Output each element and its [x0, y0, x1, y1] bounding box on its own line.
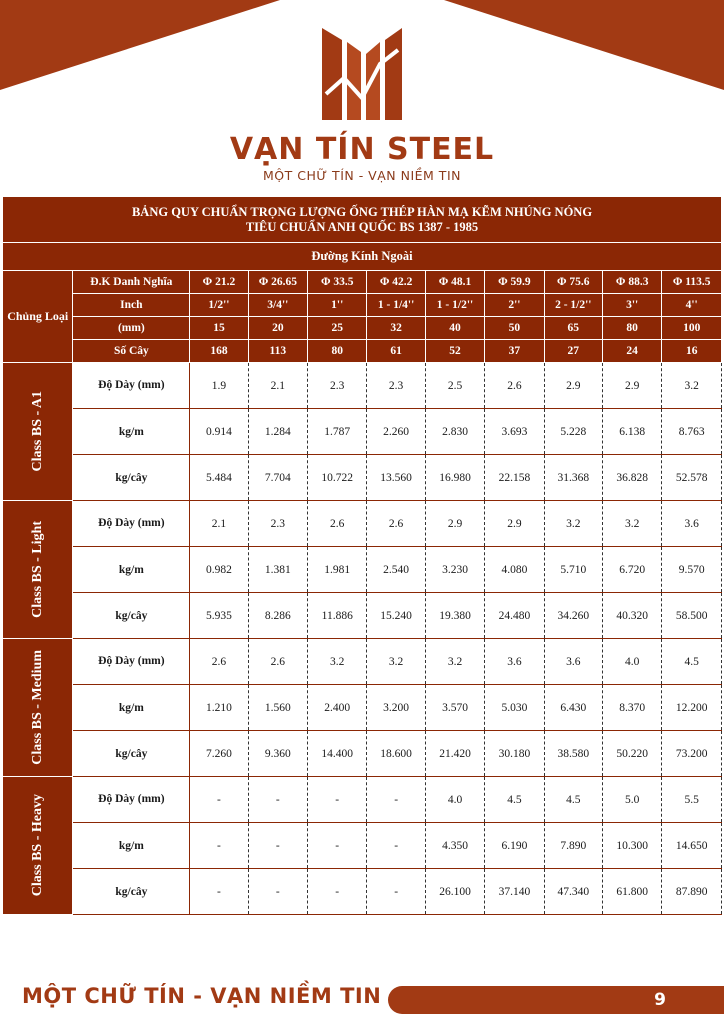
- value-cell: -: [248, 823, 307, 869]
- header-cell: 50: [485, 317, 544, 340]
- value-cell: 50.220: [602, 731, 661, 777]
- value-cell: 4.5: [544, 777, 602, 823]
- value-cell: -: [308, 823, 367, 869]
- value-cell: 8.370: [602, 685, 661, 731]
- header-row: [3, 294, 722, 317]
- row-label: kg/cây: [73, 869, 190, 915]
- header-row: [3, 317, 722, 340]
- value-cell: 3.570: [425, 685, 484, 731]
- table-row: [3, 639, 722, 685]
- value-cell: 2.5: [425, 363, 484, 409]
- table-row: [3, 501, 722, 547]
- value-cell: 3.200: [367, 685, 425, 731]
- header-cell: Φ 48.1: [425, 271, 484, 294]
- header-cell: Φ 59.9: [485, 271, 544, 294]
- value-cell: 1.787: [308, 409, 367, 455]
- header-cell: 4'': [662, 294, 722, 317]
- value-cell: 4.5: [485, 777, 544, 823]
- value-cell: 5.5: [662, 777, 722, 823]
- value-cell: 12.200: [662, 685, 722, 731]
- brand-name: VẠN TÍN STEEL: [229, 132, 495, 167]
- value-cell: 6.720: [602, 547, 661, 593]
- table-row: [3, 685, 722, 731]
- header-row: [3, 340, 722, 363]
- value-cell: 16.980: [425, 455, 484, 501]
- value-cell: 15.240: [367, 593, 425, 639]
- value-cell: 0.982: [190, 547, 248, 593]
- value-cell: 4.080: [485, 547, 544, 593]
- value-cell: 14.650: [662, 823, 722, 869]
- value-cell: 40.320: [602, 593, 661, 639]
- row-label: Độ Dày (mm): [73, 501, 190, 547]
- header-cell: 1 - 1/2'': [425, 294, 484, 317]
- row-label: Độ Dày (mm): [73, 777, 190, 823]
- value-cell: 6.430: [544, 685, 602, 731]
- value-cell: 3.2: [544, 501, 602, 547]
- value-cell: 5.030: [485, 685, 544, 731]
- value-cell: 4.0: [602, 639, 661, 685]
- value-cell: 2.1: [190, 501, 248, 547]
- header-cell: Φ 113.5: [662, 271, 722, 294]
- header-cell: 1/2'': [190, 294, 248, 317]
- table-row: [3, 547, 722, 593]
- header-cell: Φ 33.5: [308, 271, 367, 294]
- value-cell: 26.100: [425, 869, 484, 915]
- value-cell: 3.230: [425, 547, 484, 593]
- value-cell: 13.560: [367, 455, 425, 501]
- value-cell: 3.6: [485, 639, 544, 685]
- value-cell: 87.890: [662, 869, 722, 915]
- value-cell: 6.190: [485, 823, 544, 869]
- weight-standard-table: [2, 196, 722, 920]
- value-cell: 19.380: [425, 593, 484, 639]
- header-cell: 27: [544, 340, 602, 363]
- class-name: Class BS - Heavy: [29, 794, 45, 897]
- value-cell: -: [308, 869, 367, 915]
- value-cell: 1.9: [190, 363, 248, 409]
- value-cell: 4.350: [425, 823, 484, 869]
- header-cell: 25: [308, 317, 367, 340]
- value-cell: 2.1: [248, 363, 307, 409]
- value-cell: 2.9: [485, 501, 544, 547]
- value-cell: 2.6: [248, 639, 307, 685]
- value-cell: 2.3: [308, 363, 367, 409]
- table-row: [3, 777, 722, 823]
- table-row: [3, 731, 722, 777]
- value-cell: 3.2: [308, 639, 367, 685]
- table-title: [3, 197, 722, 243]
- value-cell: 14.400: [308, 731, 367, 777]
- value-cell: 22.158: [485, 455, 544, 501]
- value-cell: 2.6: [367, 501, 425, 547]
- value-cell: 30.180: [485, 731, 544, 777]
- value-cell: 2.260: [367, 409, 425, 455]
- value-cell: 7.260: [190, 731, 248, 777]
- value-cell: 1.210: [190, 685, 248, 731]
- value-cell: 8.763: [662, 409, 722, 455]
- type-label-cell: Chủng Loại: [3, 271, 73, 363]
- header-cell: 32: [367, 317, 425, 340]
- header-cell: 2'': [485, 294, 544, 317]
- value-cell: 2.830: [425, 409, 484, 455]
- value-cell: -: [248, 777, 307, 823]
- header-cell: 80: [308, 340, 367, 363]
- brand-slogan: MỘT CHỮ TÍN - VẠN NIỀM TIN: [263, 168, 461, 183]
- header-row-label: Số Cây: [73, 340, 190, 363]
- header-cell: Φ 26.65: [248, 271, 307, 294]
- header-cell: 3'': [602, 294, 661, 317]
- header-cell: 37: [485, 340, 544, 363]
- header-row: [3, 271, 722, 294]
- value-cell: 21.420: [425, 731, 484, 777]
- row-label: Độ Dày (mm): [73, 639, 190, 685]
- value-cell: -: [190, 777, 248, 823]
- value-cell: 7.704: [248, 455, 307, 501]
- header-cell: 40: [425, 317, 484, 340]
- page-number: 9: [654, 990, 666, 1010]
- value-cell: 6.138: [602, 409, 661, 455]
- value-cell: 2.3: [248, 501, 307, 547]
- value-cell: -: [190, 823, 248, 869]
- row-label: kg/m: [73, 547, 190, 593]
- value-cell: 24.480: [485, 593, 544, 639]
- row-label: kg/cây: [73, 731, 190, 777]
- value-cell: 10.300: [602, 823, 661, 869]
- spec-table: [2, 196, 722, 915]
- value-cell: 5.935: [190, 593, 248, 639]
- value-cell: 1.381: [248, 547, 307, 593]
- value-cell: 5.484: [190, 455, 248, 501]
- value-cell: 9.570: [662, 547, 722, 593]
- value-cell: 4.0: [425, 777, 484, 823]
- header-cell: 113: [248, 340, 307, 363]
- value-cell: 2.9: [425, 501, 484, 547]
- row-label: kg/cây: [73, 455, 190, 501]
- value-cell: 2.9: [602, 363, 661, 409]
- value-cell: 2.6: [485, 363, 544, 409]
- table-row: [3, 455, 722, 501]
- header-cell: 24: [602, 340, 661, 363]
- row-label: kg/m: [73, 823, 190, 869]
- header-cell: 61: [367, 340, 425, 363]
- value-cell: 3.2: [662, 363, 722, 409]
- value-cell: 3.6: [662, 501, 722, 547]
- class-label-cell: [3, 363, 73, 501]
- value-cell: 11.886: [308, 593, 367, 639]
- value-cell: 31.368: [544, 455, 602, 501]
- header-cell: 1 - 1/4'': [367, 294, 425, 317]
- table-row: [3, 823, 722, 869]
- header-cell: 1'': [308, 294, 367, 317]
- table-title-line2: TIÊU CHUẨN ANH QUỐC BS 1387 - 1985: [245, 219, 479, 234]
- header-cell: 65: [544, 317, 602, 340]
- row-label: kg/cây: [73, 593, 190, 639]
- value-cell: 36.828: [602, 455, 661, 501]
- value-cell: 7.890: [544, 823, 602, 869]
- value-cell: -: [367, 869, 425, 915]
- value-cell: -: [308, 777, 367, 823]
- value-cell: 5.228: [544, 409, 602, 455]
- value-cell: 5.710: [544, 547, 602, 593]
- header-cell: Φ 75.6: [544, 271, 602, 294]
- value-cell: 2.540: [367, 547, 425, 593]
- header-cell: 168: [190, 340, 248, 363]
- value-cell: 2.3: [367, 363, 425, 409]
- header-cell: 16: [662, 340, 722, 363]
- value-cell: -: [248, 869, 307, 915]
- value-cell: 18.600: [367, 731, 425, 777]
- footer-slogan: MỘT CHỮ TÍN - VẠN NIỀM TIN: [22, 984, 382, 1008]
- header-cell: 52: [425, 340, 484, 363]
- header-cell: Φ 88.3: [602, 271, 661, 294]
- table-title-line1: BẢNG QUY CHUẨN TRỌNG LƯỢNG ỐNG THÉP HÀN MẠ KẼM NHÚNG NÓNG: [131, 204, 593, 219]
- value-cell: 3.693: [485, 409, 544, 455]
- value-cell: 2.9: [544, 363, 602, 409]
- value-cell: 3.2: [425, 639, 484, 685]
- table-row: [3, 409, 722, 455]
- header-cell: 80: [602, 317, 661, 340]
- table-row: [3, 593, 722, 639]
- value-cell: 52.578: [662, 455, 722, 501]
- logo-icon: [322, 28, 402, 120]
- value-cell: 2.400: [308, 685, 367, 731]
- value-cell: -: [367, 777, 425, 823]
- value-cell: 73.200: [662, 731, 722, 777]
- header-cell: 3/4'': [248, 294, 307, 317]
- value-cell: 4.5: [662, 639, 722, 685]
- row-label: kg/m: [73, 409, 190, 455]
- value-cell: 2.6: [190, 639, 248, 685]
- value-cell: 3.2: [602, 501, 661, 547]
- value-cell: 58.500: [662, 593, 722, 639]
- class-label-cell: [3, 639, 73, 777]
- class-name: Class BS - A1: [29, 391, 45, 472]
- header-cell: 15: [190, 317, 248, 340]
- table-row: [3, 363, 722, 409]
- row-label: kg/m: [73, 685, 190, 731]
- header-row-label: Đ.K Danh Nghĩa: [73, 271, 190, 294]
- header-row-label: (mm): [73, 317, 190, 340]
- header-cell: 100: [662, 317, 722, 340]
- value-cell: 0.914: [190, 409, 248, 455]
- value-cell: 61.800: [602, 869, 661, 915]
- value-cell: 10.722: [308, 455, 367, 501]
- value-cell: 9.360: [248, 731, 307, 777]
- value-cell: 38.580: [544, 731, 602, 777]
- page-header: [0, 0, 724, 196]
- class-label-cell: [3, 777, 73, 915]
- value-cell: -: [367, 823, 425, 869]
- value-cell: -: [190, 869, 248, 915]
- header-cell: 20: [248, 317, 307, 340]
- table-row: [3, 869, 722, 915]
- value-cell: 1.981: [308, 547, 367, 593]
- header-row-label: Inch: [73, 294, 190, 317]
- header-cell: Φ 21.2: [190, 271, 248, 294]
- outer-diameter-header: Đường Kính Ngoài: [3, 243, 722, 271]
- class-name: Class BS - Medium: [29, 650, 45, 765]
- class-name: Class BS - Light: [29, 521, 45, 618]
- value-cell: 3.2: [367, 639, 425, 685]
- value-cell: 3.6: [544, 639, 602, 685]
- class-label-cell: [3, 501, 73, 639]
- value-cell: 2.6: [308, 501, 367, 547]
- value-cell: 1.284: [248, 409, 307, 455]
- header-cell: 2 - 1/2'': [544, 294, 602, 317]
- value-cell: 34.260: [544, 593, 602, 639]
- value-cell: 37.140: [485, 869, 544, 915]
- row-label: Độ Dày (mm): [73, 363, 190, 409]
- value-cell: 47.340: [544, 869, 602, 915]
- header-cell: Φ 42.2: [367, 271, 425, 294]
- value-cell: 5.0: [602, 777, 661, 823]
- value-cell: 1.560: [248, 685, 307, 731]
- value-cell: 8.286: [248, 593, 307, 639]
